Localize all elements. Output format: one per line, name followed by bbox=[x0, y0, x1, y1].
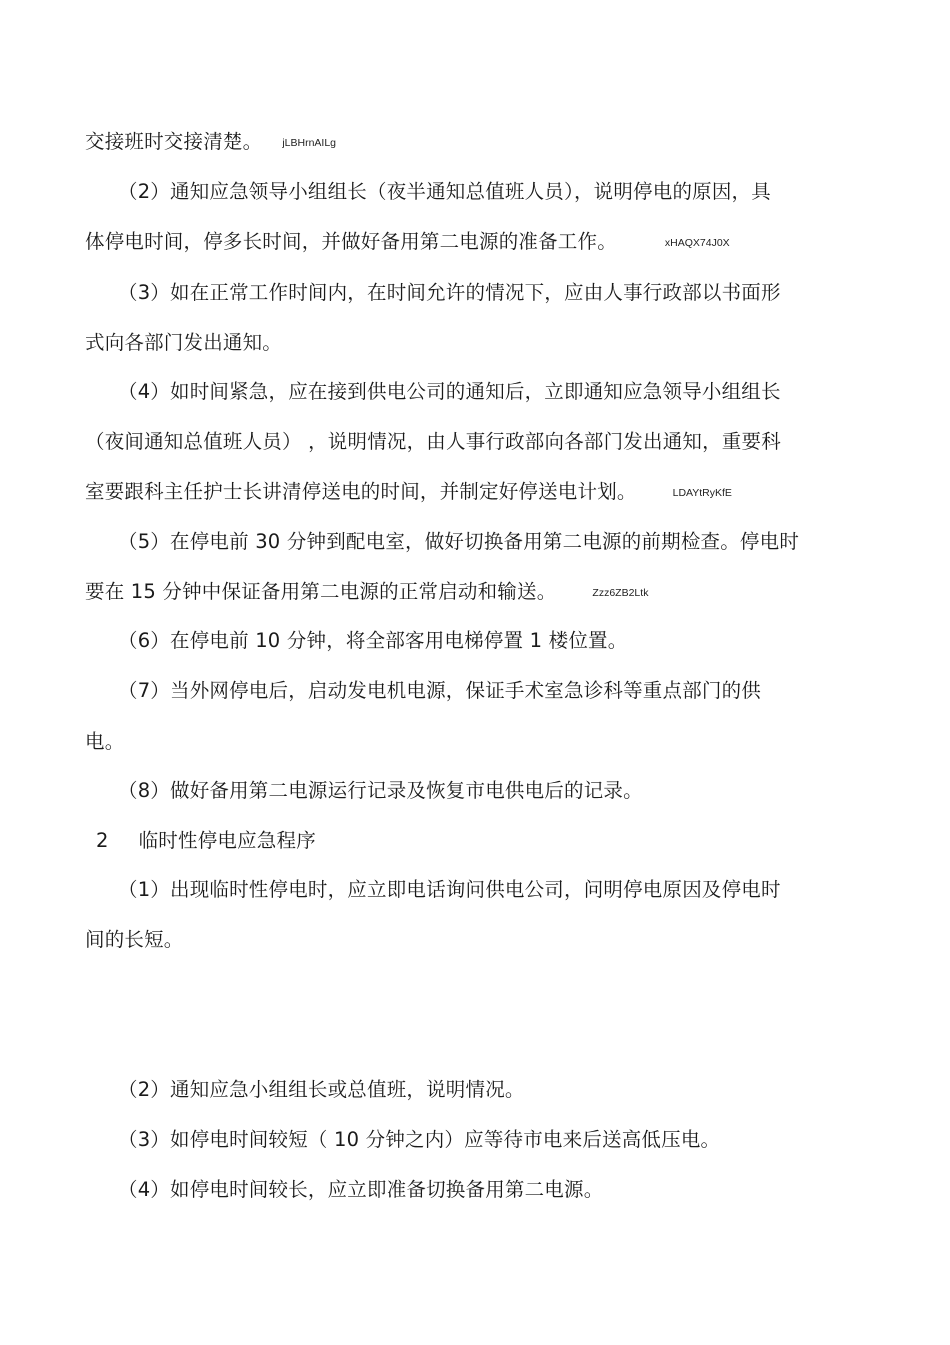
watermark-code: xHAQX74J0X bbox=[664, 237, 730, 249]
line-text: （4）如时间紧急，应在接到供电公司的通知后，立即通知应急领导小组组长 bbox=[118, 380, 781, 403]
paragraph-line bbox=[85, 729, 124, 755]
line-text: 室要跟科主任护士长讲清停送电的时间，并制定好停送电计划。 bbox=[85, 480, 637, 503]
line-text: 要在 15 分钟中保证备用第二电源的正常启动和输送。 bbox=[85, 580, 557, 603]
line-text: （6）在停电前 10 分钟，将全部客用电梯停置 1 楼位置。 bbox=[118, 629, 628, 652]
paragraph-line bbox=[85, 479, 732, 506]
line-text: （2）通知应急领导小组组长（夜半通知总值班人员），说明停电的原因，具 bbox=[118, 180, 771, 203]
section-number: 2 bbox=[96, 829, 109, 852]
paragraph-line bbox=[118, 778, 643, 804]
paragraph-line bbox=[118, 379, 781, 405]
line-text: （2）通知应急小组组长或总值班，说明情况。 bbox=[118, 1078, 525, 1101]
paragraph-line bbox=[118, 877, 781, 903]
line-text: 电。 bbox=[85, 730, 125, 753]
line-text: （4）如停电时间较长，应立即准备切换备用第二电源。 bbox=[118, 1178, 604, 1201]
watermark-code: jLBHrnAILg bbox=[282, 137, 337, 149]
paragraph-line bbox=[118, 1177, 603, 1203]
line-text: 式向各部门发出通知。 bbox=[85, 331, 283, 354]
paragraph-line bbox=[118, 678, 761, 704]
line-text: （3）如停电时间较短（ 10 分钟之内）应等待市电来后送高低压电。 bbox=[118, 1128, 721, 1151]
line-text: 交接班时交接清楚。 bbox=[85, 130, 263, 153]
section-title: 临时性停电应急程序 bbox=[138, 829, 316, 852]
paragraph-line bbox=[85, 229, 730, 256]
line-text: （3）如在正常工作时间内，在时间允许的情况下，应由人事行政部以书面形 bbox=[118, 281, 781, 304]
paragraph-line bbox=[118, 280, 781, 306]
line-text: （1）出现临时性停电时，应立即电话询问供电公司，问明停电原因及停电时 bbox=[118, 878, 781, 901]
line-text: （8）做好备用第二电源运行记录及恢复市电供电后的记录。 bbox=[118, 779, 643, 802]
paragraph-line bbox=[118, 529, 799, 555]
paragraph-line bbox=[85, 330, 282, 356]
paragraph-line bbox=[118, 628, 627, 654]
paragraph-line bbox=[118, 1127, 720, 1153]
paragraph-line bbox=[85, 927, 184, 953]
line-text: 体停电时间，停多长时间，并做好备用第二电源的准备工作。 bbox=[85, 230, 617, 253]
watermark-code: Zzz6ZB2Ltk bbox=[592, 587, 649, 599]
paragraph-line bbox=[85, 579, 648, 606]
section-heading bbox=[96, 828, 316, 854]
paragraph-line bbox=[85, 429, 781, 455]
line-text: 间的长短。 bbox=[85, 928, 184, 951]
line-text: （7）当外网停电后，启动发电机电源，保证手术室急诊科等重点部门的供 bbox=[118, 679, 762, 702]
paragraph-line bbox=[118, 1077, 525, 1103]
line-text: （夜间通知总值班人员） ，说明情况，由人事行政部向各部门发出通知，重要科 bbox=[85, 430, 781, 453]
line-text: （5）在停电前 30 分钟到配电室，做好切换备用第二电源的前期检查。停电时 bbox=[118, 530, 800, 553]
paragraph-line bbox=[85, 129, 336, 156]
paragraph-line bbox=[118, 179, 771, 205]
watermark-code: LDAYtRyKfE bbox=[672, 487, 732, 499]
